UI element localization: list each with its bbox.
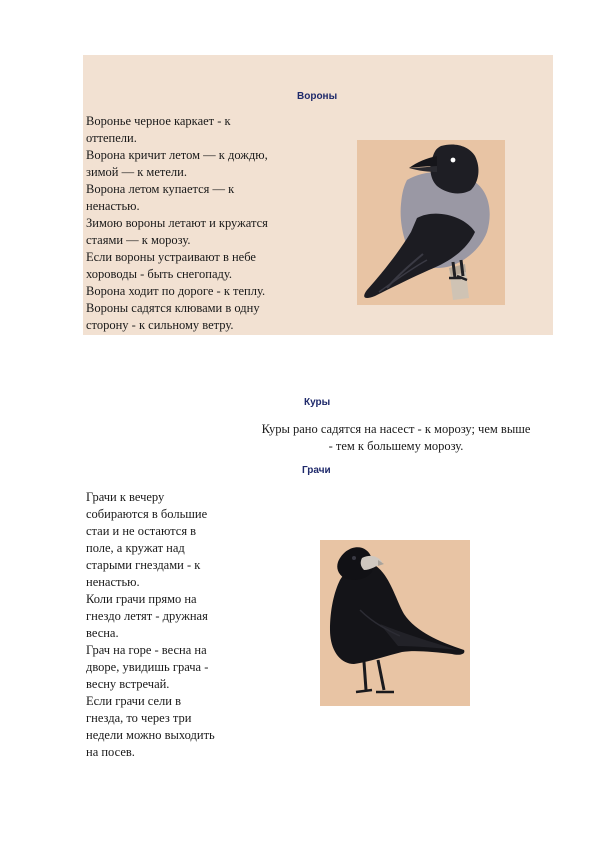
rooks-line: Грачи к вечеру (86, 490, 165, 504)
rooks-signs-text (86, 489, 215, 761)
crows-line: стаями — к морозу. (86, 233, 191, 247)
crows-signs-text (86, 113, 268, 334)
rooks-line: весну встречай. (86, 677, 170, 691)
rooks-line: собираются в большие (86, 507, 208, 521)
rooks-line: гнездо летят - дружная (86, 609, 208, 623)
rooks-line: стаи и не остаются в (86, 524, 197, 538)
hens-line: Куры рано садятся на насест - к морозу; чем выше (261, 422, 531, 436)
crows-line: сторону - к сильному ветру. (86, 318, 234, 332)
rooks-line: Если грачи сели в (86, 694, 181, 708)
crows-line: оттепели. (86, 131, 137, 145)
rooks-line: поле, а кружат над (86, 541, 185, 555)
hens-heading: Куры (304, 397, 331, 408)
rooks-line: ненастью. (86, 575, 140, 589)
rooks-line: весна. (86, 626, 119, 640)
rooks-line: гнезда, то через три (86, 711, 192, 725)
rooks-line: на посев. (86, 745, 135, 759)
rooks-line: дворе, увидишь грача - (86, 660, 209, 674)
crows-line: Если вороны устраивают в небе (86, 250, 256, 264)
rooks-line: Грач на горе - весна на (86, 643, 207, 657)
crows-heading: Вороны (297, 91, 338, 102)
crows-line: Ворона кричит летом — к дождю, (86, 148, 268, 162)
rooks-line: старыми гнездами - к (86, 558, 201, 572)
crows-line: Воронье черное каркает - к (86, 114, 231, 128)
rook-photo (320, 540, 470, 706)
rooks-heading: Грачи (302, 465, 331, 476)
hooded-crow-photo (357, 140, 505, 305)
crows-line: зимой — к метели. (86, 165, 187, 179)
hens-line: - тем к большему морозу. (328, 439, 464, 453)
crows-line: Зимою вороны летают и кружатся (86, 216, 268, 230)
rooks-line: Коли грачи прямо на (86, 592, 197, 606)
crows-line: ненастью. (86, 199, 140, 213)
crows-line: хороводы - быть снегопаду. (86, 267, 233, 281)
rooks-line: недели можно выходить (86, 728, 215, 742)
hens-signs-text (238, 421, 554, 455)
crows-line: Ворона ходит по дороге - к теплу. (86, 284, 266, 298)
crows-line: Вороны садятся клювами в одну (86, 301, 260, 315)
crows-line: Ворона летом купается — к (86, 182, 235, 196)
